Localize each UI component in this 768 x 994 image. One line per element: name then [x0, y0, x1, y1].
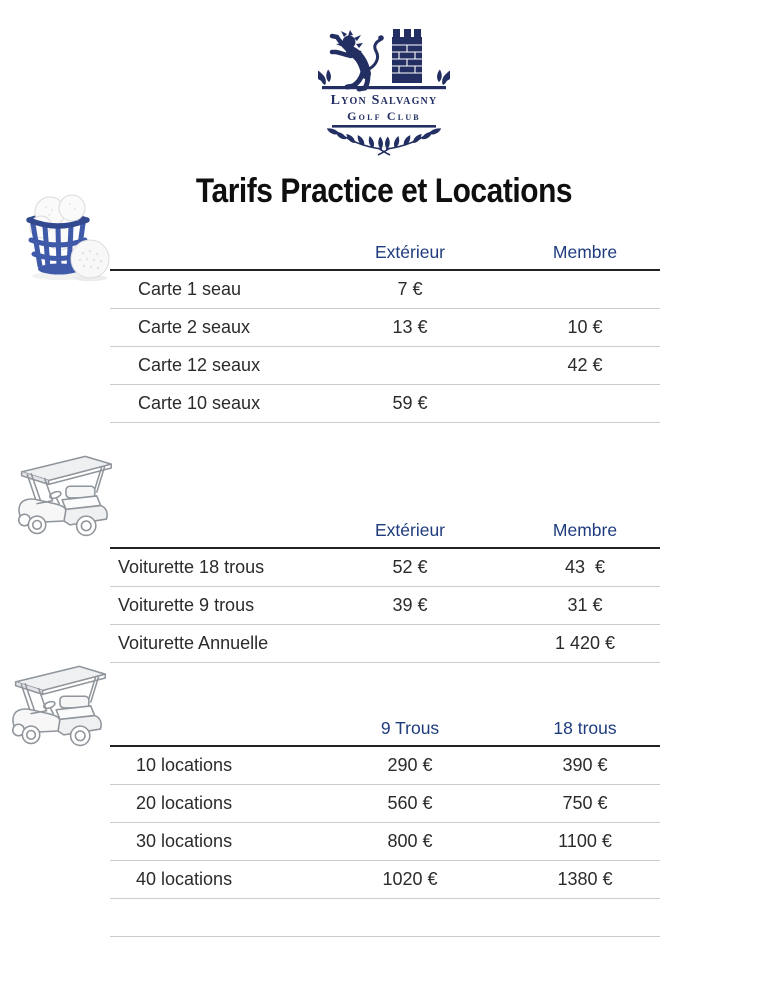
table-header-row — [110, 242, 660, 271]
row-label: Carte 1 seau — [138, 279, 242, 299]
row-label: Voiturette 9 trous — [118, 595, 255, 615]
row-label: Carte 12 seaux — [138, 355, 261, 375]
header-spacer — [110, 520, 310, 541]
price-membre: 31 € — [567, 595, 603, 615]
golf-balls-basket-image — [14, 182, 118, 286]
rental-packages-table — [110, 718, 660, 937]
price-exterieur: 52 € — [392, 557, 428, 577]
table-row — [110, 309, 660, 347]
price-18-trous: 750 € — [562, 793, 608, 813]
price-membre: 43 € — [564, 557, 606, 577]
table-header-row — [110, 718, 660, 747]
table-row — [110, 625, 660, 663]
club-name-text: Lyon Salvagny — [330, 93, 438, 108]
price-9-trous: 1020 € — [382, 869, 438, 889]
row-label: Carte 10 seaux — [138, 393, 261, 413]
golf-cart-sketch-image — [6, 654, 112, 754]
column-header-exterieur: Extérieur — [374, 520, 446, 540]
row-label: 40 locations — [136, 869, 233, 889]
column-header-membre: Membre — [552, 242, 618, 262]
price-exterieur: 39 € — [392, 595, 428, 615]
column-header-9-trous: 9 Trous — [380, 718, 440, 738]
lion-icon — [332, 30, 384, 89]
price-membre: 10 € — [567, 317, 603, 337]
golf-cart-sketch-image — [12, 444, 118, 544]
price-exterieur: 7 € — [397, 279, 423, 299]
row-label: Carte 2 seaux — [138, 317, 251, 337]
table-row — [110, 587, 660, 625]
page-title: Tarifs Practice et Locations — [195, 172, 573, 210]
table-row — [110, 549, 660, 587]
laurel-wreath-icon — [326, 125, 443, 155]
table-row — [110, 785, 660, 823]
castle-tower-icon — [392, 29, 422, 83]
table-row — [110, 347, 660, 385]
price-membre: 1 420 € — [554, 633, 616, 653]
row-label: 20 locations — [136, 793, 233, 813]
practice-rates-table — [110, 242, 660, 423]
header-spacer — [110, 242, 310, 263]
row-label: Voiturette 18 trous — [118, 557, 265, 577]
table-row — [110, 747, 660, 785]
table-header-row — [110, 520, 660, 549]
row-label: 10 locations — [136, 755, 233, 775]
table-row — [110, 271, 660, 309]
price-18-trous: 1100 € — [558, 831, 612, 851]
column-header-exterieur: Extérieur — [374, 242, 446, 262]
price-18-trous: 390 € — [562, 755, 608, 775]
price-9-trous: 290 € — [387, 755, 433, 775]
column-header-membre: Membre — [552, 520, 618, 540]
club-logo — [318, 24, 450, 160]
price-membre: 42 € — [567, 355, 603, 375]
price-9-trous: 560 € — [387, 793, 433, 813]
row-label: 30 locations — [136, 831, 233, 851]
header-spacer — [110, 718, 310, 739]
cart-rental-rates-table — [110, 520, 660, 663]
empty-table-row — [110, 899, 660, 937]
table-row — [110, 823, 660, 861]
column-header-18-trous: 18 trous — [553, 718, 617, 738]
club-type-text: Golf Club — [347, 109, 421, 123]
price-18-trous: 1380 € — [557, 869, 613, 889]
price-exterieur: 59 € — [392, 393, 428, 413]
laurel-sprigs-icon — [318, 68, 450, 89]
price-exterieur: 13 € — [392, 317, 428, 337]
price-9-trous: 800 € — [387, 831, 433, 851]
table-row — [110, 861, 660, 899]
table-row — [110, 385, 660, 423]
row-label: Voiturette Annuelle — [118, 633, 269, 653]
